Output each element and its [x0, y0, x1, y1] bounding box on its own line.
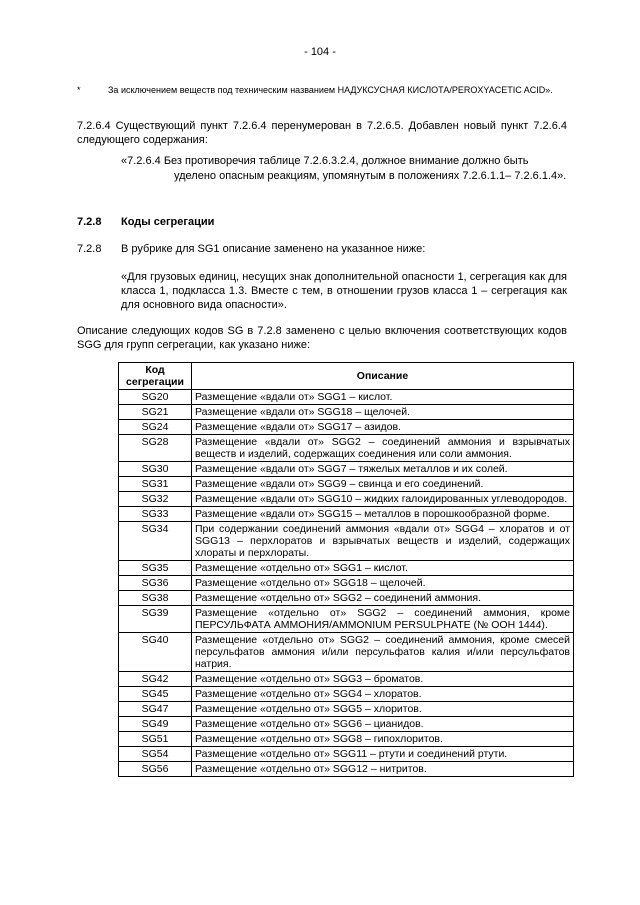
- segregation-description: Размещение «отдельно от» SGG8 – гипохлоритов.: [192, 732, 574, 747]
- segregation-code: SG20: [119, 390, 192, 405]
- footnote-mark: *: [77, 85, 81, 95]
- segregation-code: SG34: [119, 522, 192, 561]
- table-body: [119, 390, 574, 777]
- table-row: [119, 390, 574, 405]
- section-number: 7.2.8: [77, 216, 102, 228]
- table-row: [119, 702, 574, 717]
- segregation-code: SG42: [119, 672, 192, 687]
- table-row: [119, 420, 574, 435]
- segregation-code: SG47: [119, 702, 192, 717]
- segregation-code: SG32: [119, 492, 192, 507]
- segregation-description: Размещение «вдали от» SGG17 – азидов.: [192, 420, 574, 435]
- segregation-code: SG54: [119, 747, 192, 762]
- segregation-code: SG24: [119, 420, 192, 435]
- segregation-code: SG28: [119, 435, 192, 462]
- footnote: [77, 84, 567, 96]
- table-row: [119, 462, 574, 477]
- table-header-row: [119, 363, 574, 390]
- sg1-quote: «Для грузовых единиц, несущих знак дополнительной опасности 1, сегрегация как для класса 1, подкласса 1.3. Вместе с тем, в отношении грузов класса 1 – сегрегация как для основного вида опасности».: [121, 271, 567, 311]
- table-row: [119, 687, 574, 702]
- table-row: [119, 492, 574, 507]
- paragraph-7264: 7.2.6.4 Существующий пункт 7.2.6.4 перенумерован в 7.2.6.5. Добавлен новый пункт 7.2.6.4 следующего содержания:: [77, 120, 567, 146]
- page-number: - 104 -: [304, 46, 336, 58]
- table-row: [119, 762, 574, 777]
- segregation-code: SG39: [119, 606, 192, 633]
- quote-7264-rest: уделено опасным реакциям, упомянутым в положениях 7.2.6.1.1– 7.2.6.1.4».: [174, 169, 567, 182]
- segregation-code: SG31: [119, 477, 192, 492]
- header-description: Описание: [192, 363, 574, 390]
- table-row: [119, 405, 574, 420]
- table-row: [119, 747, 574, 762]
- quote-7264: [121, 154, 567, 183]
- segregation-description: При содержании соединений аммония «вдали от» SGG4 – хлоратов и от SGG13 – перхлоратов и взрывчатых веществ и изделий, содержащих хлораты и перхлораты.: [192, 522, 574, 561]
- table-row: [119, 717, 574, 732]
- segregation-description: Размещение «вдали от» SGG7 – тяжелых металлов и их солей.: [192, 462, 574, 477]
- footnote-text: За исключением веществ под техническим названием НАДУКСУСНАЯ КИСЛОТА/PEROXYACETIC ACID».: [108, 85, 553, 95]
- segregation-code: SG33: [119, 507, 192, 522]
- table-row: [119, 561, 574, 576]
- header-code: Код сегрегации: [119, 363, 192, 390]
- table-row: [119, 591, 574, 606]
- segregation-description: Размещение «отдельно от» SGG2 – соединений аммония, кроме смесей персульфатов аммония и/или персульфатов калия и/или персульфатов натрия.: [192, 633, 574, 672]
- segregation-description: Размещение «отдельно от» SGG18 – щелочей.: [192, 576, 574, 591]
- table-row: [119, 477, 574, 492]
- table-row: [119, 576, 574, 591]
- table-row: [119, 522, 574, 561]
- table-row: [119, 606, 574, 633]
- segregation-code: SG35: [119, 561, 192, 576]
- segregation-code: SG51: [119, 732, 192, 747]
- segregation-description: Размещение «отдельно от» SGG4 – хлоратов.: [192, 687, 574, 702]
- sg1-line-text: В рубрике для SG1 описание заменено на указанное ниже:: [121, 243, 426, 255]
- segregation-description: Размещение «отдельно от» SGG12 – нитритов.: [192, 762, 574, 777]
- quote-7264-first-line: «7.2.6.4 Без противоречия таблице 7.2.6.3.2.4, должное внимание должно быть: [121, 155, 529, 167]
- segregation-description: Размещение «вдали от» SGG9 – свинца и его соединений.: [192, 477, 574, 492]
- table-row: [119, 633, 574, 672]
- segregation-code: SG45: [119, 687, 192, 702]
- segregation-code: SG30: [119, 462, 192, 477]
- table-row: [119, 732, 574, 747]
- segregation-code: SG49: [119, 717, 192, 732]
- segregation-description: Размещение «отдельно от» SGG2 – соединений аммония, кроме ПЕРСУЛЬФАТА АММОНИЯ/AMMONIUM PERSULPHATE (№ ООН 1444).: [192, 606, 574, 633]
- sg1-line-number: 7.2.8: [77, 243, 102, 255]
- segregation-description: Размещение «отдельно от» SGG6 – цианидов.: [192, 717, 574, 732]
- segregation-description: Размещение «вдали от» SGG15 – металлов в порошкообразной форме.: [192, 507, 574, 522]
- segregation-code: SG21: [119, 405, 192, 420]
- segregation-table: [118, 362, 574, 777]
- segregation-description: Размещение «отдельно от» SGG11 – ртути и соединений ртути.: [192, 747, 574, 762]
- segregation-description: Размещение «вдали от» SGG2 – соединений аммония и взрывчатых веществ и изделий, содержащих соединения или соли аммония.: [192, 435, 574, 462]
- intro-text: Описание следующих кодов SG в 7.2.8 заменено с целью включения соответствующих кодов SGG для групп сегрегации, как указано ниже:: [77, 325, 567, 351]
- segregation-description: Размещение «отдельно от» SGG2 – соединений аммония.: [192, 591, 574, 606]
- table-row: [119, 672, 574, 687]
- segregation-description: Размещение «отдельно от» SGG3 – броматов.: [192, 672, 574, 687]
- segregation-code: SG40: [119, 633, 192, 672]
- section-title: Коды сегрегации: [121, 216, 215, 228]
- segregation-description: Размещение «отдельно от» SGG5 – хлоритов.: [192, 702, 574, 717]
- segregation-code: SG38: [119, 591, 192, 606]
- segregation-code: SG36: [119, 576, 192, 591]
- segregation-code: SG56: [119, 762, 192, 777]
- segregation-description: Размещение «вдали от» SGG18 – щелочей.: [192, 405, 574, 420]
- segregation-description: Размещение «вдали от» SGG1 – кислот.: [192, 390, 574, 405]
- segregation-description: Размещение «отдельно от» SGG1 – кислот.: [192, 561, 574, 576]
- table-row: [119, 435, 574, 462]
- table-row: [119, 507, 574, 522]
- segregation-description: Размещение «вдали от» SGG10 – жидких галоидированных углеводородов.: [192, 492, 574, 507]
